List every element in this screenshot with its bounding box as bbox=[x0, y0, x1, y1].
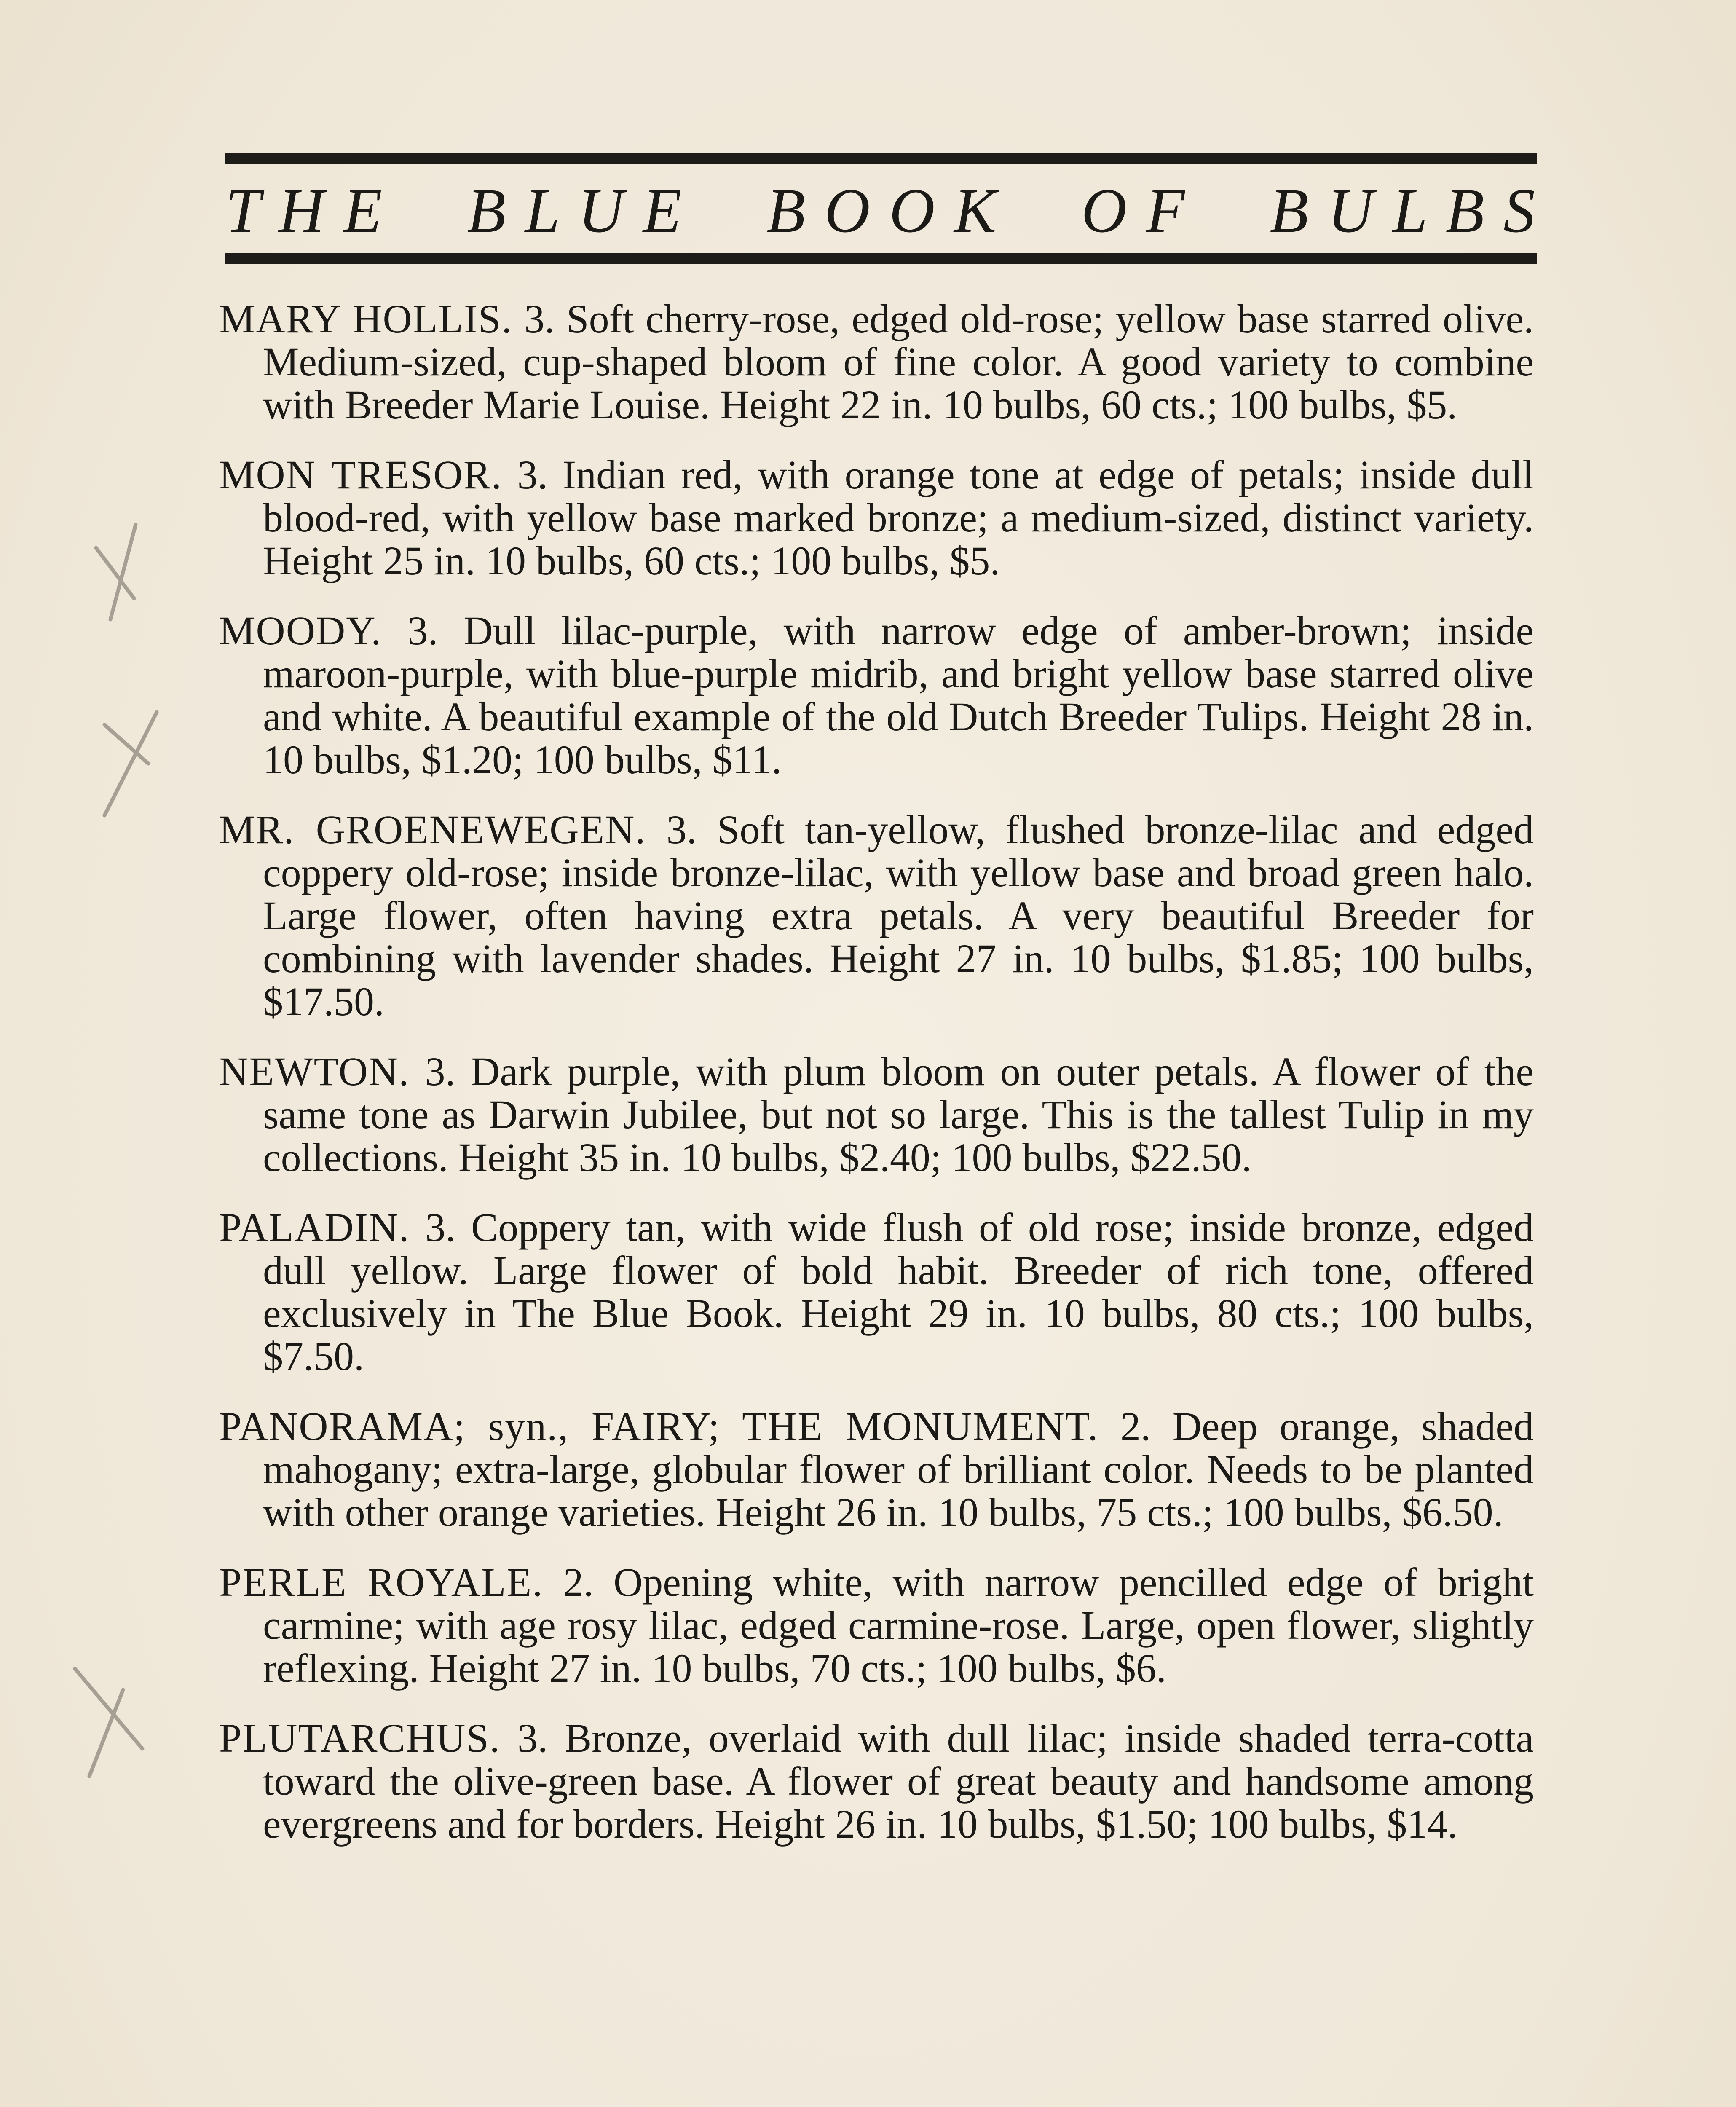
entry-newton bbox=[219, 1050, 1534, 1179]
pencil-x-mark-moody bbox=[104, 712, 157, 815]
entry-perle-royale bbox=[219, 1561, 1534, 1690]
entry-panorama bbox=[219, 1405, 1534, 1534]
entry-text: 3. Coppery tan, with wide flush of old rose; inside bronze, edged dull yellow. Large flower of bold habit. Breeder of rich tone, offered exclusively in The Blue Book. Height 29 in. 10 bulbs, 80 cts.; 100 bulbs, $7.50. bbox=[263, 1205, 1534, 1379]
entry-text: 3. Bronze, overlaid with dull lilac; inside shaded terra-cotta toward the olive-green base. A flower of great beauty and handsome among evergreens and for borders. Height 26 in. 10 bulbs, $1.50; 100 bulbs, $14. bbox=[263, 1716, 1534, 1847]
header-rule-bottom bbox=[225, 253, 1537, 264]
entry-plutarchus bbox=[219, 1717, 1534, 1846]
pencil-x-mark-mon-tresor bbox=[96, 525, 136, 619]
entry-name: NEWTON. bbox=[219, 1049, 410, 1094]
running-head bbox=[225, 177, 1537, 244]
entry-name: MR. GROENEWEGEN. bbox=[219, 807, 646, 852]
entry-name: PALADIN. bbox=[219, 1205, 410, 1250]
entry-text: 3. Soft cherry-rose, edged old-rose; yellow base starred olive. Medium-sized, cup-shaped bloom of fine color. A good variety to combine with Breeder Marie Louise. Height 22 in. 10 bulbs, 60 cts.; 100 bulbs, $5. bbox=[263, 296, 1534, 427]
entry-name: MON TRESOR. bbox=[219, 452, 502, 497]
running-head-word: O F bbox=[1081, 176, 1187, 246]
header-rule-top bbox=[225, 153, 1537, 164]
running-head-word: B L U E bbox=[467, 176, 683, 246]
entry-paladin bbox=[219, 1206, 1534, 1378]
entry-name: MOODY. bbox=[219, 608, 382, 653]
entry-name: PLUTARCHUS. bbox=[219, 1716, 501, 1761]
entry-text: 3. Soft tan-yellow, flushed bronze-lilac and edged coppery old-rose; inside bronze-lilac, with yellow base and broad green halo. Large flower, often having extra petals. A very beautiful Breeder for combining with lavender shades. Height 27 in. 10 bulbs, $1.85; 100 bulbs, $17.50. bbox=[263, 807, 1534, 1024]
entry-name: MARY HOLLIS. bbox=[219, 296, 513, 341]
running-head-word: B O O K bbox=[766, 176, 998, 246]
entry-mon-tresor bbox=[219, 453, 1534, 582]
entry-text: 3. Dark purple, with plum bloom on outer petals. A flower of the same tone as Darwin Jubilee, but not so large. This is the tallest Tulip in my collections. Height 35 in. 10 bulbs, $2.40; 100 bulbs, $22.50. bbox=[263, 1049, 1534, 1180]
entry-list bbox=[219, 298, 1534, 1873]
pencil-x-mark-panorama bbox=[75, 1669, 142, 1776]
entry-mary-hollis bbox=[219, 298, 1534, 426]
entry-text: 3. Indian red, with orange tone at edge of petals; inside dull blood-red, with yellow base marked bronze; a medium-sized, distinct variety. Height 25 in. 10 bulbs, 60 cts.; 100 bulbs, $5. bbox=[263, 452, 1534, 583]
entry-name: PERLE ROYALE. bbox=[219, 1560, 544, 1605]
entry-name: PANORAMA; syn., FAIRY; THE MONUMENT. bbox=[219, 1404, 1099, 1449]
running-head-word: B U L B S bbox=[1270, 176, 1537, 246]
entry-text: 2. Opening white, with narrow pencilled edge of bright carmine; with age rosy lilac, edged carmine-rose. Large, open flower, slightly reflexing. Height 27 in. 10 bulbs, 70 cts.; 100 bulbs, $6. bbox=[263, 1560, 1534, 1691]
entry-mr-groenewegen bbox=[219, 808, 1534, 1023]
entry-text: 3. Dull lilac-purple, with narrow edge of amber-brown; inside maroon-purple, with blue-purple midrib, and bright yellow base starred olive and white. A beautiful example of the old Dutch Breeder Tulips. Height 28 in. 10 bulbs, $1.20; 100 bulbs, $11. bbox=[263, 608, 1534, 782]
entry-moody bbox=[219, 609, 1534, 781]
entry-text: 2. Deep orange, shaded mahogany; extra-large, globular flower of brilliant color. Needs to be planted with other orange varieties. Height 26 in. 10 bulbs, 75 cts.; 100 bulbs, $6.50. bbox=[263, 1404, 1534, 1535]
running-head-word: T H E bbox=[225, 176, 384, 246]
